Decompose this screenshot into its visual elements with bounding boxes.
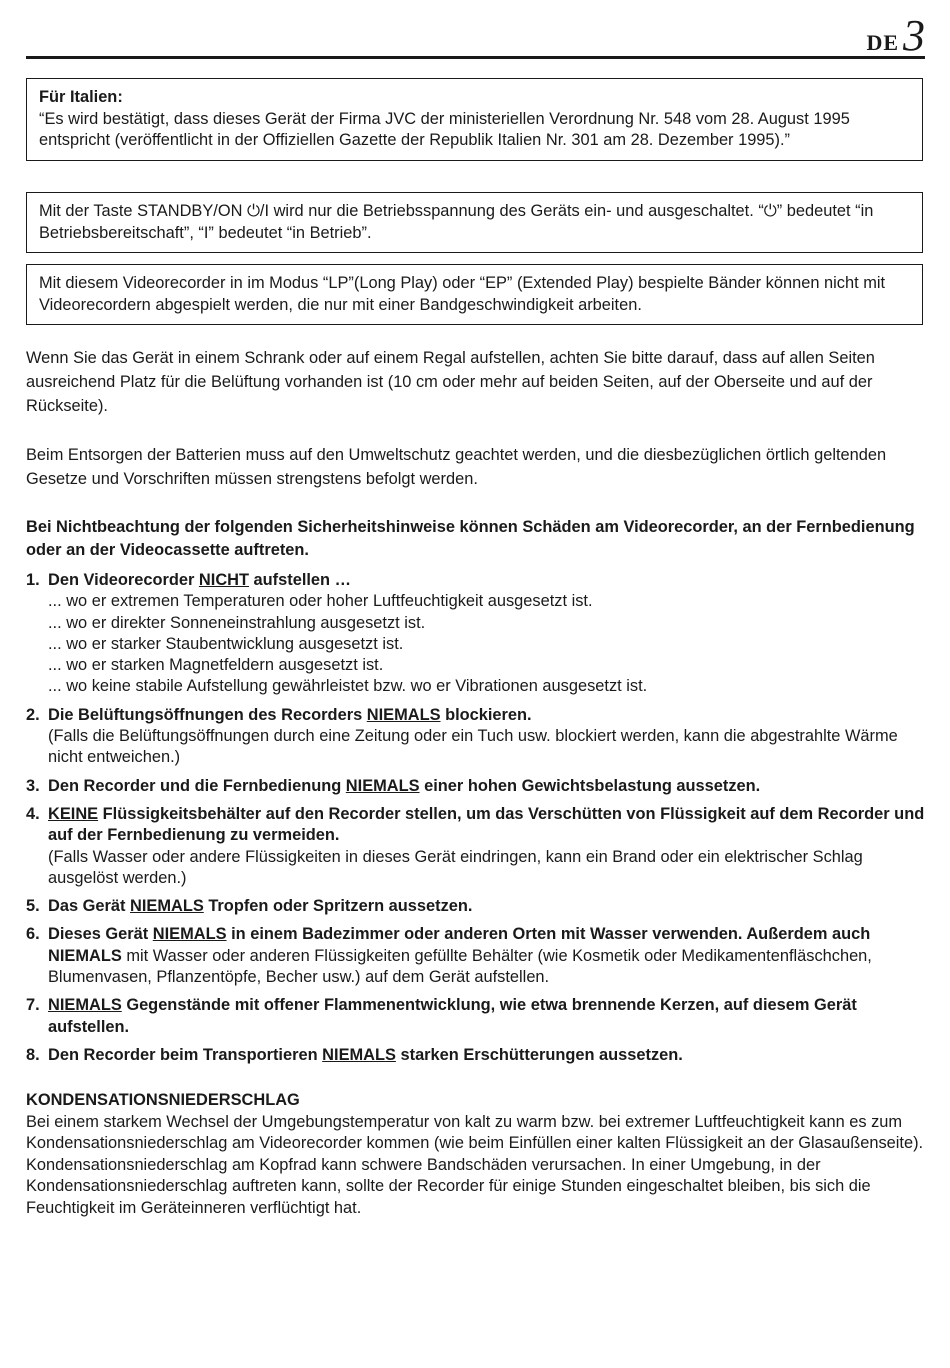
item-note: (Falls Wasser oder andere Flüssigkeiten in dieses Gerät eindringen, kann ein Brand oder ein elektrischer Schlag ausgelöst werden.) xyxy=(48,847,863,887)
battery-paragraph: Beim Entsorgen der Batterien muss auf den Umweltschutz geachtet werden, und die diesbezüglichen örtlich geltenden Gesetze und Vorschriften müssen strengstens befolgt werden. xyxy=(26,446,887,488)
list-item xyxy=(26,804,926,889)
condensation-section xyxy=(26,1090,926,1219)
condensation-title: KONDENSATIONSNIEDERSCHLAG xyxy=(26,1091,300,1109)
item-sub: ... wo er starken Magnetfeldern ausgesetzt ist. xyxy=(48,656,384,675)
item-sub: ... wo er starker Staubentwicklung ausgesetzt ist. xyxy=(48,634,404,653)
item-heading: Dieses Gerät NIEMALS in einem Badezimmer oder anderen Orten mit Wasser verwenden. Außerdem auch NIEMALS xyxy=(48,925,871,965)
ventilation-paragraph: Wenn Sie das Gerät in einem Schrank oder auf einem Regal aufstellen, achten Sie bitte darauf, dass auf allen Seiten ausreichend Platz für die Belüftung vorhanden ist (10 cm oder mehr auf beiden Seiten, auf der Oberseite und auf der Rückseite). xyxy=(26,349,875,415)
item-number: 4. xyxy=(26,804,40,823)
item-heading: NIEMALS Gegenstände mit offener Flammenentwicklung, wie etwa brennende Kerzen, auf diesem Gerät aufstellen. xyxy=(48,996,857,1036)
list-item xyxy=(26,570,926,698)
item-number: 6. xyxy=(26,925,40,944)
list-item xyxy=(26,924,926,988)
italy-notice-title: Für Italien: xyxy=(39,88,123,106)
standby-notice-box xyxy=(26,192,923,253)
list-item xyxy=(26,896,926,917)
lp-ep-notice-box xyxy=(26,264,923,325)
standby-notice-text: Mit der Taste STANDBY/ON ⏻/I wird nur die Betriebsspannung des Geräts ein- und ausgeschaltet. “⏻” bedeutet “in Betriebsbereitschaft”, “I” bedeutet “in Betrieb”. xyxy=(39,202,874,242)
item-note: mit Wasser oder anderen Flüssigkeiten gefüllte Behälter (wie Kosmetik oder Medikamentenfläschchen, Blumenvasen, Pflanzentöpfe, Becher usw.) auf dem Gerät aufstellen. xyxy=(48,946,872,987)
item-sub: ... wo er extremen Temperaturen oder hoher Luftfeuchtigkeit ausgesetzt ist. xyxy=(48,592,593,611)
item-heading: Den Recorder beim Transportieren NIEMALS starken Erschütterungen aussetzen. xyxy=(48,1045,683,1064)
item-number: 3. xyxy=(26,776,40,795)
page-number xyxy=(866,11,925,60)
lp-ep-notice-text: Mit diesem Videorecorder in im Modus “LP”(Long Play) oder “EP” (Extended Play) bespielte Bänder können nicht mit Videorecordern abgespielt werden, die nur mit einer Bandgeschwindigkeit arbeiten. xyxy=(39,274,886,314)
item-sub: ... wo er direkter Sonneneinstrahlung ausgesetzt ist. xyxy=(48,613,426,632)
language-code: DE xyxy=(866,30,899,55)
list-item xyxy=(26,1045,926,1066)
page-header xyxy=(26,11,925,60)
safety-warning-intro: Bei Nichtbeachtung der folgenden Sicherheitshinweise können Schäden am Videorecorder, an der Fernbedienung oder an der Videocassette auftreten. xyxy=(26,518,915,559)
item-number: 2. xyxy=(26,705,40,724)
item-heading: Den Recorder und die Fernbedienung NIEMALS einer hohen Gewichtsbelastung aussetzen. xyxy=(48,776,761,795)
item-heading: KEINE Flüssigkeitsbehälter auf den Recorder stellen, um das Verschütten von Flüssigkeit auf dem Recorder und auf der Fernbedienung zu vermeiden. xyxy=(48,804,925,845)
italy-notice-box xyxy=(26,78,923,161)
list-item xyxy=(26,705,926,769)
item-note: (Falls die Belüftungsöffnungen durch eine Zeitung oder ein Tuch usw. blockiert werden, kann die abgestrahlte Wärme nicht entweichen.) xyxy=(48,727,898,767)
list-item xyxy=(26,995,926,1038)
page-number-value: 3 xyxy=(903,11,925,60)
list-item xyxy=(26,776,926,797)
item-sub: ... wo keine stabile Aufstellung gewährleistet bzw. wo er Vibrationen ausgesetzt ist. xyxy=(48,677,648,696)
item-number: 8. xyxy=(26,1045,40,1064)
item-heading: Die Belüftungsöffnungen des Recorders NIEMALS blockieren. xyxy=(48,705,532,724)
item-number: 1. xyxy=(26,571,40,589)
condensation-text: Bei einem starkem Wechsel der Umgebungstemperatur von kalt zu warm bzw. bei extremer Luftfeuchtigkeit kann es zum Kondensationsniederschlag am Videorecorder kommen (wie beim Einfüllen einer kalten Flüssigkeit an der Glasaußenseite). Kondensationsniederschlag am Kopfrad kann schwere Bandschäden verursachen. In einer Umgebung, in der Kondensationsniederschlag auftreten kann, sollte der Recorder für einige Stunden eingeschaltet bleiben, bis sich die Feuchtigkeit im Geräteinneren verflüchtigt hat. xyxy=(26,1112,924,1217)
italy-notice-text: “Es wird bestätigt, dass dieses Gerät der Firma JVC der ministeriellen Verordnung Nr. 548 vom 28. August 1995 entspricht (veröffentlicht in der Offiziellen Gazette der Republik Italien Nr. 301 am 28. Dezember 1995).” xyxy=(39,109,850,149)
safety-list xyxy=(26,570,926,1073)
item-heading: Den Videorecorder NICHT aufstellen … xyxy=(48,571,352,589)
item-number: 5. xyxy=(26,897,40,916)
item-number: 7. xyxy=(26,996,40,1015)
item-heading: Das Gerät NIEMALS Tropfen oder Spritzern aussetzen. xyxy=(48,897,473,916)
